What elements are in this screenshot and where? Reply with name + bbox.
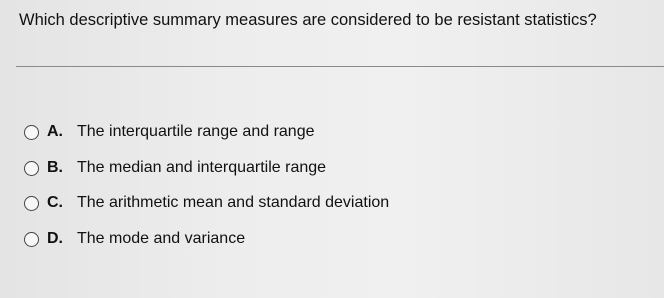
option-label[interactable]: The mode and variance: [77, 230, 246, 247]
option-d[interactable]: [24, 228, 245, 250]
radio-button-icon[interactable]: [24, 232, 39, 247]
divider: [16, 66, 664, 67]
option-c[interactable]: [24, 192, 389, 214]
option-b[interactable]: [24, 157, 326, 179]
radio-button-icon[interactable]: [24, 125, 39, 140]
question-text: Which descriptive summary measures are considered to be resistant statistics?: [19, 11, 597, 29]
option-letter: B.: [47, 159, 63, 176]
option-label[interactable]: The arithmetic mean and standard deviation: [77, 194, 390, 211]
option-letter: D.: [47, 230, 63, 247]
option-letter: A.: [47, 123, 63, 140]
option-label[interactable]: The interquartile range and range: [77, 123, 315, 140]
radio-button-icon[interactable]: [24, 161, 39, 176]
radio-button-icon[interactable]: [24, 196, 39, 211]
option-a[interactable]: [24, 121, 315, 143]
option-label[interactable]: The median and interquartile range: [77, 159, 327, 176]
option-letter: C.: [47, 194, 63, 211]
